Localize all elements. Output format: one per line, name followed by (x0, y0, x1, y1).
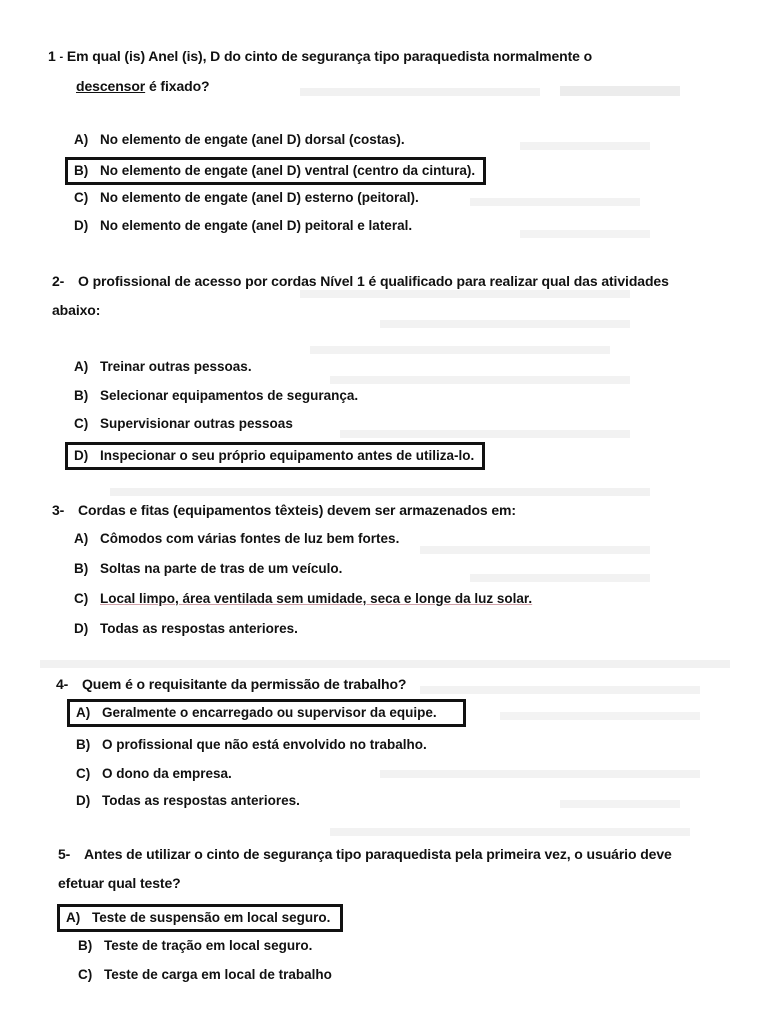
question-4-option-d[interactable]: D) Todas as respostas anteriores. (76, 793, 300, 808)
question-1-option-a[interactable]: A) No elemento de engate (anel D) dorsal (costas). (74, 132, 405, 147)
question-4-option-a-marked[interactable]: A) Geralmente o encarregado ou supervisor da equipe. (67, 699, 466, 727)
question-4-option-b[interactable]: B) O profissional que não está envolvido no trabalho. (76, 737, 427, 752)
question-3-text: Cordas e fitas (equipamentos têxteis) devem ser armazenados em: (78, 502, 516, 518)
question-2-option-d-marked[interactable]: D) Inspecionar o seu próprio equipamento antes de utiliza-lo. (65, 442, 485, 470)
question-3-option-a[interactable]: A) Cômodos com várias fontes de luz bem fortes. (74, 531, 400, 546)
question-3-option-b[interactable]: B) Soltas na parte de tras de um veículo. (74, 561, 343, 576)
question-2-option-b[interactable]: B) Selecionar equipamentos de segurança. (74, 388, 359, 403)
question-3-number: 3- (52, 502, 65, 518)
question-5-option-c[interactable]: C) Teste de carga em local de trabalho (78, 967, 332, 982)
question-1-stem: 1 - Em qual (is) Anel (is), D do cinto de segurança tipo paraquedista normalmente o descensor é fixado? (48, 48, 593, 94)
question-1-option-b-marked[interactable]: B) No elemento de engate (anel D) ventral (centro da cintura). (65, 157, 486, 185)
question-5-option-a-marked[interactable]: A) Teste de suspensão em local seguro. (57, 904, 343, 932)
question-5-stem (58, 840, 718, 898)
question-1-option-c[interactable]: C) No elemento de engate (anel D) esterno (peitoral). (74, 190, 419, 205)
question-1-number: 1 (48, 48, 56, 64)
question-3-option-c[interactable]: C) Local limpo, área ventilada sem umidade, seca e longe da luz solar. (74, 591, 533, 606)
question-2-text: O profissional de acesso por cordas Nível 1 é qualificado para realizar qual das atividades abaixo: (52, 273, 669, 318)
question-5-text: Antes de utilizar o cinto de segurança tipo paraquedista pela primeira vez, o usuário deve efetuar qual teste? (58, 846, 672, 891)
question-4-option-c[interactable]: C) O dono da empresa. (76, 766, 232, 781)
question-4-number: 4- (56, 676, 69, 692)
question-2-option-c[interactable]: C) Supervisionar outras pessoas (74, 416, 293, 431)
question-1-text: Em qual (is) Anel (is), D do cinto de segurança tipo paraquedista normalmente o (66, 48, 593, 64)
question-5-option-b[interactable]: B) Teste de tração em local seguro. (78, 938, 313, 953)
question-4-text: Quem é o requisitante da permissão de trabalho? (82, 676, 407, 692)
question-2-stem (52, 267, 702, 325)
question-3-option-d[interactable]: D) Todas as respostas anteriores. (74, 621, 298, 636)
question-2-option-a[interactable]: A) Treinar outras pessoas. (74, 359, 252, 374)
question-1-underlined-word: descensor (76, 77, 146, 94)
question-1-text-end: é fixado? (148, 77, 210, 94)
question-3-stem (52, 496, 702, 525)
question-1-option-d[interactable]: D) No elemento de engate (anel D) peitoral e lateral. (74, 218, 413, 233)
question-4-stem (56, 670, 706, 699)
question-2-number: 2- (52, 273, 65, 289)
question-5-number: 5- (58, 846, 71, 862)
